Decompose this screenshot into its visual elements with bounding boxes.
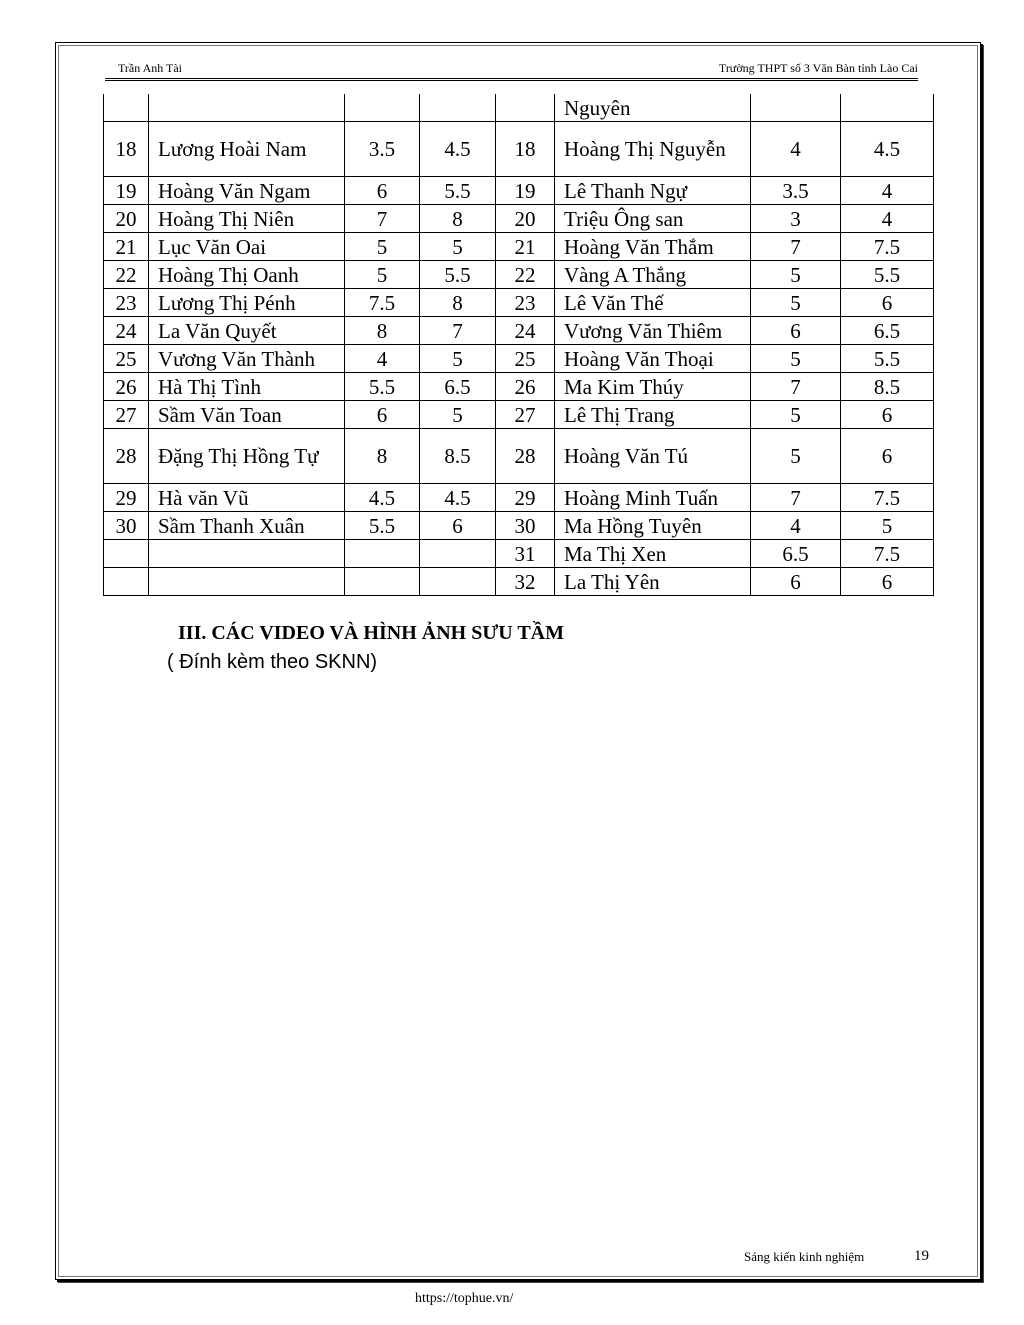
table-row (104, 94, 934, 122)
cell-score1-b: 6 (751, 568, 841, 596)
cell-score2-b: 4.5 (841, 122, 934, 177)
cell-name-b: Ma Thị Xen (555, 540, 751, 568)
cell-score1-b: 4 (751, 512, 841, 540)
cell-score2-a: 8 (420, 205, 496, 233)
table-row (104, 233, 934, 261)
section-title: III. CÁC VIDEO VÀ HÌNH ẢNH SƯU TẦM (178, 622, 564, 644)
cell-name-a: Hoàng Thị Oanh (149, 261, 345, 289)
cell-score2-a (420, 568, 496, 596)
header-school: Trường THPT số 3 Văn Bàn tỉnh Lào Cai (718, 61, 918, 75)
cell-score2-b: 4 (841, 177, 934, 205)
cell-score2-b: 5.5 (841, 345, 934, 373)
table-row (104, 289, 934, 317)
cell-score1-a: 5.5 (345, 512, 420, 540)
cell-name-b: Vàng A Thắng (555, 261, 751, 289)
cell-score2-a: 5 (420, 345, 496, 373)
cell-stt-b: 31 (496, 540, 555, 568)
cell-score1-a (345, 94, 420, 122)
cell-score2-a: 5 (420, 233, 496, 261)
cell-name-a: La Văn Quyết (149, 317, 345, 345)
table-row (104, 512, 934, 540)
table-row (104, 345, 934, 373)
cell-score1-b: 7 (751, 233, 841, 261)
cell-score2-a (420, 540, 496, 568)
cell-stt-b: 20 (496, 205, 555, 233)
score-table-body (104, 94, 934, 596)
cell-stt-a: 20 (104, 205, 149, 233)
cell-score1-a: 8 (345, 429, 420, 484)
cell-score1-b: 5 (751, 261, 841, 289)
cell-score1-b: 5 (751, 345, 841, 373)
section-note: ( Đính kèm theo SKNN) (167, 651, 378, 673)
cell-name-a: Đặng Thị Hồng Tự (149, 429, 345, 484)
cell-score1-a: 6 (345, 401, 420, 429)
cell-stt-a: 19 (104, 177, 149, 205)
cell-name-b: Vương Văn Thiêm (555, 317, 751, 345)
cell-name-a (149, 540, 345, 568)
cell-stt-b: 30 (496, 512, 555, 540)
cell-score1-b: 5 (751, 401, 841, 429)
cell-score2-b: 6.5 (841, 317, 934, 345)
cell-stt-b: 25 (496, 345, 555, 373)
cell-score2-a: 6 (420, 512, 496, 540)
footer-label: Sáng kiến kinh nghiệm (744, 1249, 865, 1264)
page-number: 19 (914, 1248, 929, 1264)
cell-stt-a: 25 (104, 345, 149, 373)
cell-score2-b: 7.5 (841, 233, 934, 261)
cell-score1-b: 5 (751, 289, 841, 317)
cell-score1-a: 5 (345, 261, 420, 289)
table-row (104, 484, 934, 512)
cell-name-b: Triệu Ông san (555, 205, 751, 233)
cell-score1-a: 8 (345, 317, 420, 345)
cell-name-b: Hoàng Minh Tuấn (555, 484, 751, 512)
cell-score1-b: 6.5 (751, 540, 841, 568)
cell-stt-a (104, 94, 149, 122)
cell-name-b: Lê Văn Thế (555, 289, 751, 317)
table-row (104, 177, 934, 205)
table-row (104, 205, 934, 233)
cell-stt-b: 28 (496, 429, 555, 484)
cell-score1-b: 4 (751, 122, 841, 177)
cell-score1-a: 4 (345, 345, 420, 373)
cell-score2-b: 4 (841, 205, 934, 233)
cell-name-b: Nguyên (555, 94, 751, 122)
cell-stt-a: 28 (104, 429, 149, 484)
cell-stt-a (104, 540, 149, 568)
cell-name-b: Ma Kim Thúy (555, 373, 751, 401)
cell-score1-a: 5.5 (345, 373, 420, 401)
table-row (104, 122, 934, 177)
cell-score1-a (345, 540, 420, 568)
cell-stt-a: 18 (104, 122, 149, 177)
cell-name-b: La Thị Yên (555, 568, 751, 596)
cell-score1-a: 4.5 (345, 484, 420, 512)
cell-name-a: Lương Thị Pénh (149, 289, 345, 317)
cell-stt-a: 29 (104, 484, 149, 512)
cell-stt-b: 24 (496, 317, 555, 345)
cell-score1-b (751, 94, 841, 122)
cell-score2-b (841, 94, 934, 122)
cell-name-a: Hà Thị Tình (149, 373, 345, 401)
cell-score2-a: 4.5 (420, 122, 496, 177)
cell-name-b: Lê Thị Trang (555, 401, 751, 429)
table-row (104, 373, 934, 401)
cell-score1-b: 5 (751, 429, 841, 484)
cell-score2-b: 8.5 (841, 373, 934, 401)
table-row (104, 261, 934, 289)
cell-stt-b: 21 (496, 233, 555, 261)
cell-score1-a: 3.5 (345, 122, 420, 177)
header-author: Trần Anh Tài (118, 61, 183, 75)
cell-name-b: Hoàng Văn Thắm (555, 233, 751, 261)
cell-name-a (149, 568, 345, 596)
cell-stt-b: 23 (496, 289, 555, 317)
source-url: https://tophue.vn/ (415, 1291, 514, 1306)
cell-stt-b: 22 (496, 261, 555, 289)
cell-score2-b: 6 (841, 568, 934, 596)
cell-stt-b: 26 (496, 373, 555, 401)
cell-score2-a: 8.5 (420, 429, 496, 484)
cell-score1-a: 5 (345, 233, 420, 261)
cell-score2-a: 6.5 (420, 373, 496, 401)
cell-name-a: Vương Văn Thành (149, 345, 345, 373)
cell-stt-b: 19 (496, 177, 555, 205)
cell-score1-b: 7 (751, 484, 841, 512)
cell-score1-b: 6 (751, 317, 841, 345)
cell-stt-b: 18 (496, 122, 555, 177)
cell-score1-a (345, 568, 420, 596)
cell-stt-a: 22 (104, 261, 149, 289)
cell-name-a: Hoàng Thị Niên (149, 205, 345, 233)
cell-score2-a: 5.5 (420, 177, 496, 205)
cell-name-a (149, 94, 345, 122)
table-row (104, 540, 934, 568)
cell-score2-b: 5 (841, 512, 934, 540)
cell-stt-a: 30 (104, 512, 149, 540)
cell-stt-b: 27 (496, 401, 555, 429)
cell-score2-a (420, 94, 496, 122)
cell-stt-a: 26 (104, 373, 149, 401)
cell-score1-a: 7.5 (345, 289, 420, 317)
cell-score2-b: 6 (841, 401, 934, 429)
cell-score1-a: 6 (345, 177, 420, 205)
cell-score2-b: 6 (841, 429, 934, 484)
cell-name-a: Lương Hoài Nam (149, 122, 345, 177)
cell-score2-a: 8 (420, 289, 496, 317)
cell-score2-a: 7 (420, 317, 496, 345)
cell-score2-a: 4.5 (420, 484, 496, 512)
score-table (103, 94, 934, 596)
cell-score2-b: 7.5 (841, 484, 934, 512)
cell-score1-a: 7 (345, 205, 420, 233)
cell-name-a: Hà văn Vũ (149, 484, 345, 512)
cell-score2-b: 5.5 (841, 261, 934, 289)
table-row (104, 317, 934, 345)
cell-name-b: Hoàng Văn Tú (555, 429, 751, 484)
cell-stt-a: 21 (104, 233, 149, 261)
cell-stt-a: 23 (104, 289, 149, 317)
table-row (104, 568, 934, 596)
cell-stt-a (104, 568, 149, 596)
table-row (104, 401, 934, 429)
cell-score1-b: 3.5 (751, 177, 841, 205)
cell-name-a: Lục Văn Oai (149, 233, 345, 261)
cell-score2-b: 7.5 (841, 540, 934, 568)
table-row (104, 429, 934, 484)
cell-name-a: Sầm Văn Toan (149, 401, 345, 429)
cell-name-b: Hoàng Văn Thoại (555, 345, 751, 373)
cell-score2-b: 6 (841, 289, 934, 317)
cell-score1-b: 7 (751, 373, 841, 401)
cell-stt-a: 27 (104, 401, 149, 429)
cell-stt-a: 24 (104, 317, 149, 345)
cell-stt-b: 32 (496, 568, 555, 596)
cell-score2-a: 5 (420, 401, 496, 429)
cell-name-b: Lê Thanh Ngự (555, 177, 751, 205)
cell-name-a: Hoàng Văn Ngam (149, 177, 345, 205)
cell-stt-b: 29 (496, 484, 555, 512)
cell-name-b: Hoàng Thị Nguyễn (555, 122, 751, 177)
cell-score2-a: 5.5 (420, 261, 496, 289)
cell-score1-b: 3 (751, 205, 841, 233)
cell-stt-b (496, 94, 555, 122)
cell-name-b: Ma Hồng Tuyên (555, 512, 751, 540)
cell-name-a: Sầm Thanh Xuân (149, 512, 345, 540)
header-rule (105, 78, 918, 81)
